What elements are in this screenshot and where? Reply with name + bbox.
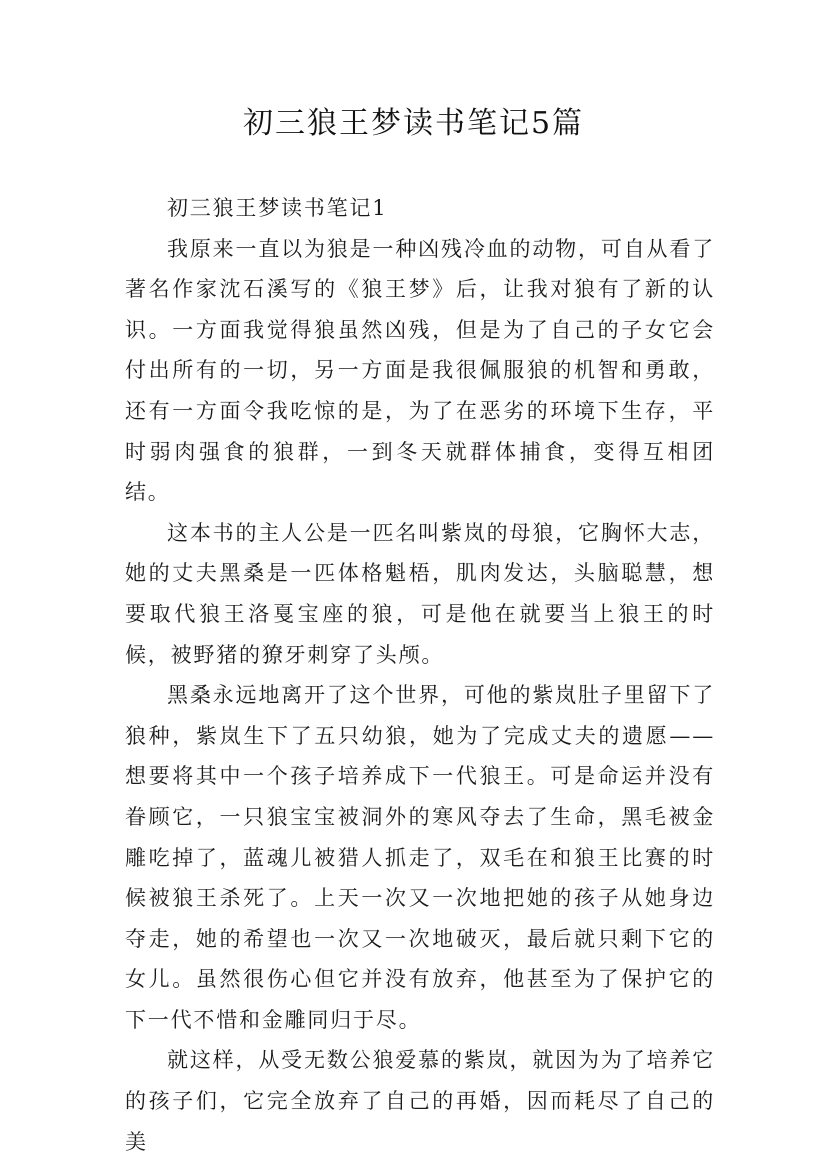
document-title: 初三狼王梦读书笔记5篇 (242, 106, 585, 141)
document-body (125, 188, 715, 1162)
paragraph-4: 就这样，从受无数公狼爱慕的紫岚，就因为为了培养它的孩子们，它完全放弃了自己的再婚，因而耗尽了自己的美 (125, 1048, 715, 1154)
section-heading: 初三狼王梦读书笔记1 (167, 196, 388, 220)
paragraph-1: 我原来一直以为狼是一种凶残冷血的动物，可自从看了著名作家沈石溪写的《狼王梦》后，让我对狼有了新的认识。一方面我觉得狼虽然凶残，但是为了自己的子女它会付出所有的一切，另一方面是我很佩服狼的机智和勇敢，还有一方面令我吃惊的是，为了在恶劣的环境下生存，平时弱肉强食的狼群，一到冬天就群体捕食，变得互相团结。 (125, 236, 715, 505)
paragraph-2: 这本书的主人公是一匹名叫紫岚的母狼，它胸怀大志，她的丈夫黑桑是一匹体格魁梧，肌肉发达，头脑聪慧，想要取代狼王洛戛宝座的狼，可是他在就要当上狼王的时候，被野猪的獠牙刺穿了头颅。 (125, 520, 715, 667)
paragraph-3: 黑桑永远地离开了这个世界，可他的紫岚肚子里留下了狼种，紫岚生下了五只幼狼，她为了完成丈夫的遗愿——想要将其中一个孩子培养成下一代狼王。可是命运并没有眷顾它，一只狼宝宝被洞外的寒风夺去了生命，黑毛被金雕吃掉了，蓝魂儿被猎人抓走了，双毛在和狼王比赛的时候被狼王杀死了。上天一次又一次地把她的孩子从她身边夺走，她的希望也一次又一次地破灭，最后就只剩下它的女儿。虽然很伤心但它并没有放弃，他甚至为了保护它的下一代不惜和金雕同归于尽。 (125, 683, 715, 1032)
